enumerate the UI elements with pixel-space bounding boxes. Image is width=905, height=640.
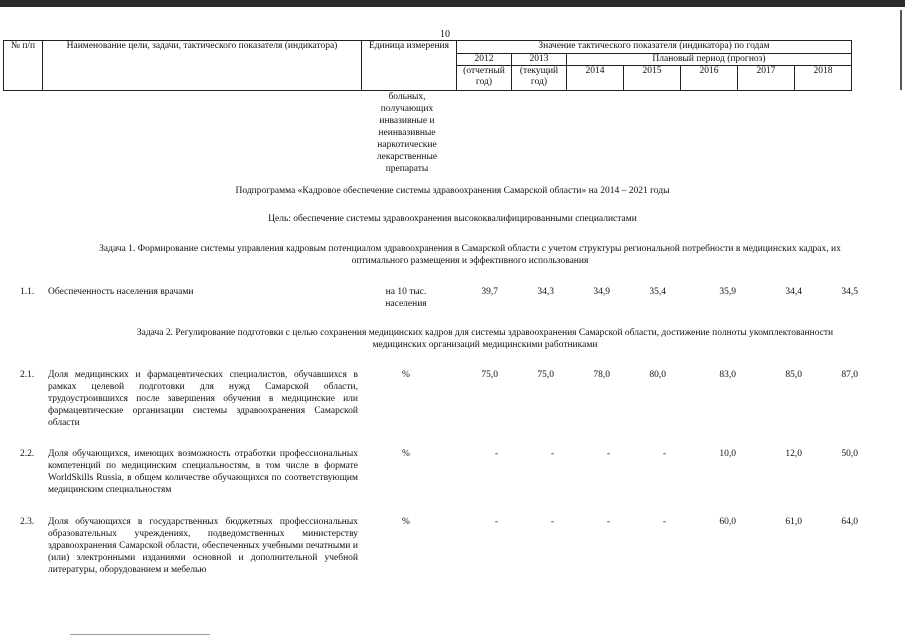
row-1-1-value-2018: 34,5 bbox=[841, 287, 858, 297]
row-2-3-value-2018: 64,0 bbox=[841, 517, 858, 527]
header-col-num: № п/п bbox=[4, 41, 43, 91]
row-2-1-name: Доля медицинских и фармацевтических специалистов, обучавшихся в рамках целевой подготовки для нужд Самарской области, трудоустроившихся после завершения обучения в медицинские или фармацевтические организации системы здравоохранения Самарской области bbox=[48, 370, 358, 428]
row-2-1-value-2018: 87,0 bbox=[841, 370, 858, 380]
scan-bottom-mark bbox=[70, 634, 210, 635]
header-year-2018: 2018 bbox=[795, 66, 852, 91]
row-2-3-value-2015: - bbox=[662, 517, 666, 527]
continuation-unit-text: больных, получающих инвазивные и неинвазивные наркотические лекарственные препараты bbox=[376, 92, 438, 174]
header-year-2016: 2016 bbox=[681, 66, 738, 91]
row-2-1-value-2017: 85,0 bbox=[785, 370, 802, 380]
row-2-3-value-2012: - bbox=[494, 517, 498, 527]
row-1-1-value-2014: 34,9 bbox=[593, 287, 610, 297]
page-number: 10 bbox=[440, 29, 450, 40]
row-2-3-value-2014: - bbox=[606, 517, 610, 527]
row-2-1-number: 2.1. bbox=[20, 370, 35, 380]
row-2-1-value-2012: 75,0 bbox=[481, 370, 498, 380]
row-2-1-value-2016: 83,0 bbox=[719, 370, 736, 380]
row-2-2-name: Доля обучающихся, имеющих возможность отработки профессиональных компетенций по медицинским специальностям, в том числе в формате WorldSkills Russia, в общем количестве обучающихся по соответствующим медицинским специальностям bbox=[48, 449, 358, 495]
row-1-1-value-2016: 35,9 bbox=[719, 287, 736, 297]
header-year-2015: 2015 bbox=[624, 66, 681, 91]
row-2-2-value-2014: - bbox=[606, 449, 610, 459]
header-year-2012 bbox=[457, 54, 512, 91]
scan-right-border bbox=[900, 10, 902, 90]
header-col-unit: Единица измерения bbox=[362, 41, 457, 91]
row-2-3-value-2013: - bbox=[550, 517, 554, 527]
goal-title: Цель: обеспечение системы здравоохранения высококвалифицированными специалистами bbox=[268, 214, 637, 224]
row-2-2-number: 2.2. bbox=[20, 449, 35, 459]
row-2-2-value-2018: 50,0 bbox=[841, 449, 858, 459]
row-2-2-value-2017: 12,0 bbox=[785, 449, 802, 459]
row-2-3-unit: % bbox=[402, 517, 410, 527]
table-header bbox=[3, 40, 852, 91]
header-year-2013-label: 2013 bbox=[529, 54, 549, 64]
scan-top-border bbox=[0, 0, 905, 7]
row-1-1-number: 1.1. bbox=[20, 287, 35, 297]
row-2-3-name: Доля обучающихся в государственных бюджетных профессиональных образовательных учреждениях, подведомственных министерству здравоохранения Самарской области, обеспеченных учебными печатными и (или) электронными изданиями основной и дополнительной учебной литературы, оборудованием и мебелью bbox=[48, 517, 358, 575]
row-2-1-value-2015: 80,0 bbox=[649, 370, 666, 380]
row-2-1-value-2014: 78,0 bbox=[593, 370, 610, 380]
header-year-2012-label: 2012 bbox=[474, 54, 494, 64]
row-2-2-value-2015: - bbox=[662, 449, 666, 459]
header-year-2013 bbox=[512, 54, 567, 91]
row-2-3-value-2017: 61,0 bbox=[785, 517, 802, 527]
subprogram-title: Подпрограмма «Кадровое обеспечение системы здравоохранения Самарской области» на 2014 – 2021 годы bbox=[235, 186, 670, 196]
row-2-2-value-2013: - bbox=[550, 449, 554, 459]
row-2-2-value-2016: 10,0 bbox=[719, 449, 736, 459]
row-2-1-unit: % bbox=[402, 370, 410, 380]
row-2-2-unit: % bbox=[402, 449, 410, 459]
header-col-name: Наименование цели, задачи, тактического показателя (индикатора) bbox=[43, 41, 362, 91]
row-1-1-value-2017: 34,4 bbox=[785, 287, 802, 297]
row-1-1-value-2012: 39,7 bbox=[481, 287, 498, 297]
row-1-1-unit: на 10 тыс. населения bbox=[385, 287, 427, 309]
task-1-title: Задача 1. Формирование системы управления кадровым потенциалом здравоохранения в Самарской области с учетом структуры региональной потребности в медицинских кадрах, их оптимального размещения и эффективного использования bbox=[99, 244, 841, 266]
row-2-1-value-2013: 75,0 bbox=[537, 370, 554, 380]
header-col-values: Значение тактического показателя (индикатора) по годам bbox=[457, 41, 852, 54]
task-2-title: Задача 2. Регулирование подготовки с целью сохранения медицинских кадров для системы здравоохранения Самарской области, достижение полноты укомплектованности медицинских организаций медицинскими работниками bbox=[136, 328, 834, 350]
row-2-3-value-2016: 60,0 bbox=[719, 517, 736, 527]
row-1-1-value-2015: 35,4 bbox=[649, 287, 666, 297]
header-year-2014: 2014 bbox=[567, 66, 624, 91]
header-year-2013-note: (текущий год) bbox=[512, 65, 566, 88]
row-1-1-value-2013: 34,3 bbox=[537, 287, 554, 297]
header-planned-period: Плановый период (прогноз) bbox=[567, 54, 852, 66]
header-year-2012-note: (отчетный год) bbox=[457, 65, 511, 88]
row-2-3-number: 2.3. bbox=[20, 517, 35, 527]
row-1-1-name: Обеспеченность населения врачами bbox=[48, 287, 194, 297]
header-year-2017: 2017 bbox=[738, 66, 795, 91]
row-2-2-value-2012: - bbox=[494, 449, 498, 459]
